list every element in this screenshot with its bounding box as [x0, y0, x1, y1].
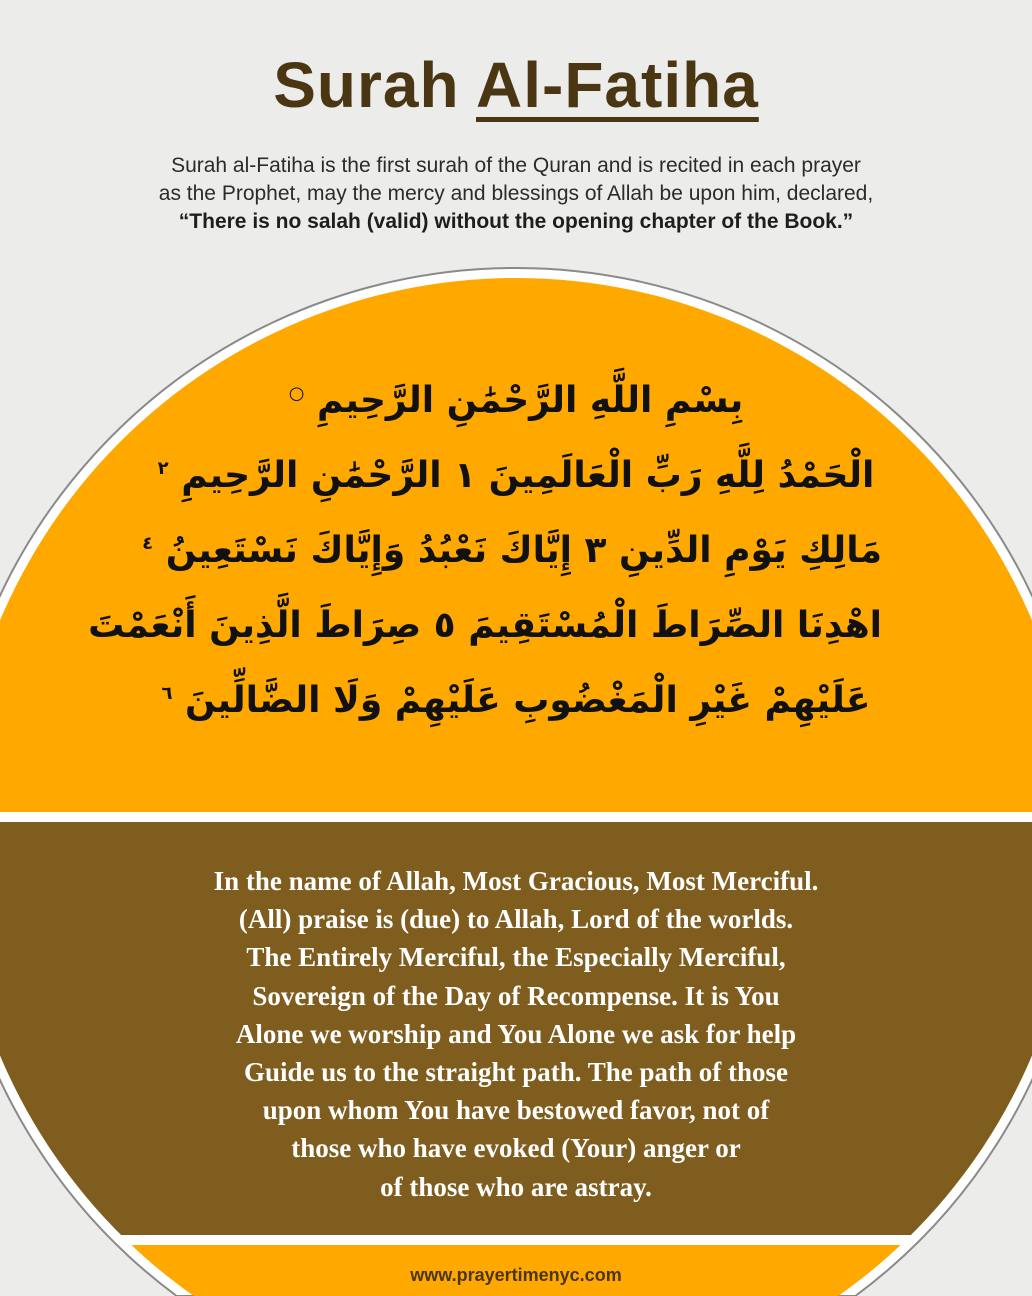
- arabic-line: [88, 585, 882, 660]
- intro-line: as the Prophet, may the mercy and blessings of Allah be upon him, declared,: [158, 182, 874, 205]
- translation-line: In the name of Allah, Most Gracious, Most Merciful.: [213, 866, 819, 896]
- title-part1: Surah: [273, 49, 460, 121]
- translation-line: (All) praise is (due) to Allah, Lord of the worlds.: [238, 904, 794, 935]
- verse-marker: ○: [288, 383, 305, 404]
- translation-line: Alone we worship and You Alone we ask for help: [235, 1018, 797, 1049]
- arabic-line: [150, 435, 882, 510]
- translation-line: Sovereign of the Day of Recompense. It is You: [252, 980, 780, 1011]
- translation-line: The Entirely Merciful, the Especially Merciful,: [246, 942, 786, 973]
- arabic-verse: اهْدِنَا الصِّرَاطَ الْمُسْتَقِيمَ ٥ صِرَاطَ الَّذِينَ أَنْعَمْتَ: [88, 605, 882, 646]
- verse-marker: ٢: [157, 458, 169, 479]
- translation-line: those who have evoked (Your) anger or: [291, 1133, 741, 1164]
- arabic-line: [142, 510, 882, 585]
- translation-line: of those who are astray.: [380, 1171, 652, 1202]
- translation-text: [130, 862, 902, 1206]
- page-title: [0, 48, 1032, 122]
- translation-line: Guide us to the straight path. The path of those: [243, 1057, 789, 1088]
- title-part2: Al-Fatiha: [476, 49, 759, 121]
- intro-line: Surah al-Fatiha is the first surah of the Quran and is recited in each prayer: [171, 154, 861, 177]
- website-link[interactable]: www.prayertimenyc.com: [410, 1265, 622, 1285]
- hadith-quote: “There is no salah (valid) without the opening chapter of the Book.”: [178, 210, 854, 233]
- verse-marker: ٦: [161, 683, 173, 704]
- arabic-line: [150, 360, 882, 435]
- intro-text: [0, 152, 1032, 236]
- verse-marker: ٤: [142, 533, 154, 554]
- arabic-text: [88, 360, 882, 735]
- arabic-verse: بِسْمِ اللَّهِ الرَّحْمَٰنِ الرَّحِيمِ: [317, 380, 744, 421]
- arabic-verse: مَالِكِ يَوْمِ الدِّينِ ٣ إِيَّاكَ نَعْبُدُ وَإِيَّاكَ نَسْتَعِينُ: [165, 530, 882, 571]
- translation-line: upon whom You have bestowed favor, not of: [262, 1095, 770, 1126]
- arabic-verse: الْحَمْدُ لِلَّهِ رَبِّ الْعَالَمِينَ ١ الرَّحْمَٰنِ الرَّحِيمِ: [181, 455, 875, 496]
- arabic-line: [150, 660, 882, 735]
- arabic-verse: عَلَيْهِمْ غَيْرِ الْمَغْضُوبِ عَلَيْهِمْ وَلَا الضَّالِّينَ: [185, 680, 871, 721]
